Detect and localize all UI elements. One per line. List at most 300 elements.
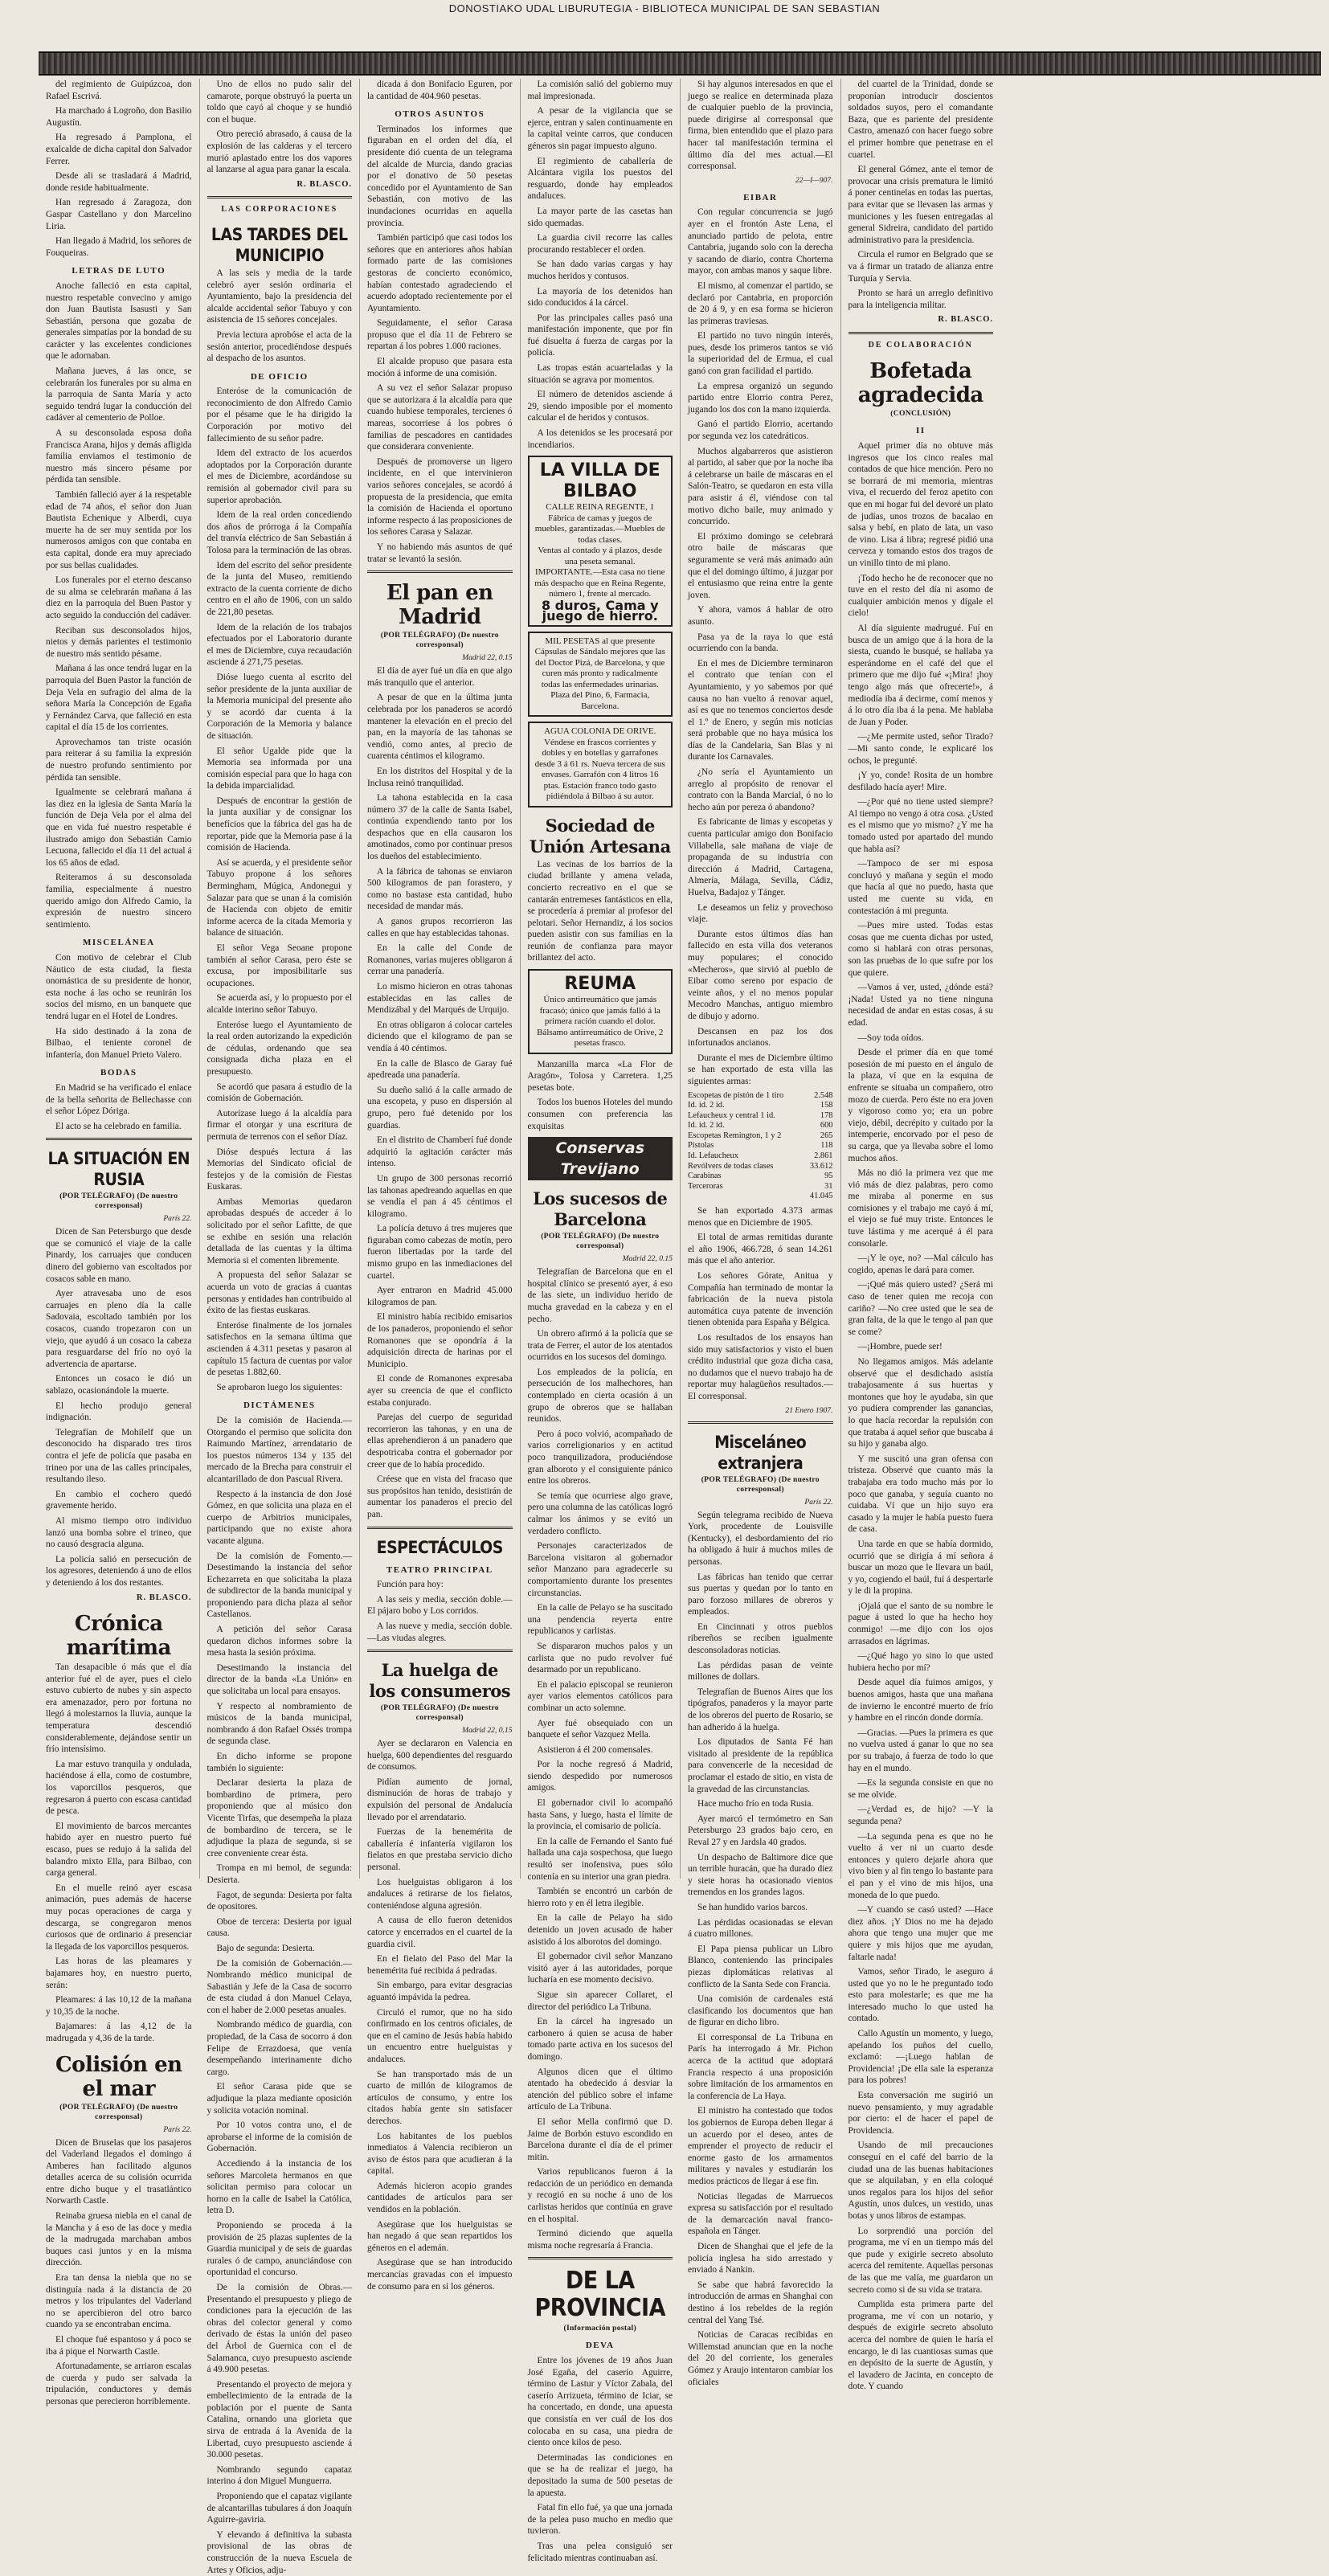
paragraph: —Soy toda oídos. xyxy=(857,1032,924,1043)
paragraph: Se han transportado más de un cuarto de millón de kilogramos de artículos de consumo, y entre los citados había gente sin satisfacer derechos. xyxy=(367,2069,513,2126)
paragraph: Idem del escrito del señor presidente de la junta del Museo, remitiendo extracto de la cuenta corriente de dicho centro en el año de 1906, con un saldo de 221,80 pesetas. xyxy=(207,560,352,617)
paragraph: Y elevando á definitiva la subasta provisional de las obras de construcción de la nueva Escuela de Artes y Oficios, adju- xyxy=(207,2529,352,2575)
paragraph: En el muelle reinó ayer escasa animación, pues además de hacerse muy pocas operaciones de carga y descarga, se congregaron menos curiosos que de ordinario á presenciar la llegada de los vaporcillos pesqueros. xyxy=(46,1883,192,1952)
paragraph: A las seis y media de la tarde celebró ayer sesión ordinaria el Ayuntamiento, bajo la presidencia del alcalde accidental señor Tabuyo y con asistencia de 15 señores concejales. xyxy=(207,268,352,325)
paragraph: Las pérdidas ocasionadas se elevan á cuatro millones. xyxy=(688,1917,833,1940)
paragraph: El ministro ha contestado que todos los gobiernos de Europa deben llegar á un acuerdo por el deseo, antes de emprender el proyecto de reducir el enorme gasto de los armamentos militares y navales y estudiarán los medios prácticos de llegar á ese fin. xyxy=(688,2106,833,2186)
paragraph: —¿Verdad es, de hijo? —Y la segunda pena? xyxy=(848,1805,993,1826)
table-total-row xyxy=(688,1192,833,1202)
headline-pan-madrid: El pan en Madrid xyxy=(386,581,493,630)
table-cell-label: Terceroras xyxy=(688,1181,723,1191)
paragraph: El señor Carasa pide que se adjudique la plaza mediante oposición y solicita votación nominal. xyxy=(207,2082,352,2116)
headline-sucesos-barcelona: Los sucesos de Barcelona xyxy=(533,1188,668,1230)
dateline: 22—I—907. xyxy=(795,175,833,185)
paragraph: El señor Vega Seoane propone también al señor Carasa, pero éste se excusa, por imposibilitarle sus ocupaciones. xyxy=(207,943,352,988)
paragraph: Por las principales calles pasó una manifestación imponente, que por fin fué disuelta á fuerza de cargas por la policía. xyxy=(527,313,673,358)
table-cell-label: Id. Lefaucheux xyxy=(688,1151,738,1161)
dateline: París 22. xyxy=(163,1214,192,1224)
paragraph: También se encontró un carbón de hierro roto y en él letra ilegible. xyxy=(527,1887,673,1908)
paragraph: Parejas del cuerpo de seguridad recorrieron las tahonas, y en una de ellas aprehendieron á un panadero que despotricaba contra el gobernador por creer que de lo había procedido. xyxy=(367,1413,513,1470)
paragraph: Asistieron á él 200 comensales. xyxy=(537,1744,653,1755)
paragraph: A propuesta del señor Salazar se acuerda un voto de gracias á cuantas personas y entidades han contribuido al éxito de las fiestas euskaras. xyxy=(207,1270,352,1316)
place-heading-deva: DEVA xyxy=(585,2341,615,2351)
paragraph: Se han dado varias cargas y hay muchos heridos y contusos. xyxy=(527,260,673,281)
paragraph: A las nueve y media, sección doble.—Las viudas alegres. xyxy=(367,1621,513,1643)
table-cell-value: 158 xyxy=(820,1101,833,1110)
paragraph: Hace mucho frío en toda Rusia. xyxy=(697,1799,814,1809)
ad-body: AGUA COLONIA DE ORIVE. Véndese en frascos corrientes y dobles y en botellas y garrafones desde 3 á 61 rs. Nueva tercera de sus envases. Garrafón con 4 litros 16 ptas. Estación franco todo gasto pidiéndola á Bilbao á su autor. xyxy=(534,726,665,802)
archive-header: DONOSTIAKO UDAL LIBURUTEGIA - BIBLIOTECA MUNICIPAL DE SAN SEBASTIAN xyxy=(448,2,881,14)
paragraph: Oboe de tercera: Desierta por igual causa. xyxy=(207,1916,352,1939)
paragraph: Lo mismo hicieron en otras tahonas establecidas en las calles de Mendizábal y del Marqués de Urquijo. xyxy=(367,982,513,1016)
paragraph: Enteróse luego el Ayuntamiento de la real orden autorizando la expedición de cédulas, ordenando que sea consignada dicha plaza en el presupuesto. xyxy=(207,1020,352,1077)
paragraph: Ayer marcó el termómetro en San Petersburgo 23 grados bajo cero, en Reval 27 y en Jardsla 40 grados. xyxy=(688,1813,833,1847)
paragraph: En la cárcel ha ingresado un carbonero á quien se acusa de haber tomado parte activa en los sucesos del domingo. xyxy=(527,2017,673,2062)
paragraph: El señor Mella confirmó que D. Jaime de Borbón estuvo escondido en Barcelona durante el día de el primer mitin. xyxy=(527,2116,673,2162)
paragraph: Asegúrase que los huelguistas se han negado á que sean repartidos los géneros en el ademán. xyxy=(367,2219,513,2253)
table-cell-value: 600 xyxy=(820,1121,833,1131)
paragraph: A ganos grupos recorrieron las calles en que hay establecidas tahonas. xyxy=(367,917,513,938)
signature: R. BLASCO. xyxy=(136,1593,192,1602)
paragraph: Noticias llegadas de Marruecos expresa su satisfacción por el resultado de la demarcación naval franco-española en Tánger. xyxy=(688,2191,833,2237)
paragraph: Anoche falleció en esta capital, nuestro respetable convecino y amigo don Juan Bautista Isasusti y San Sebastián, persona que gozaba de generales simpatías por la bondad de su carácter y las excelentes condiciones que le adornaban. xyxy=(46,280,192,362)
paragraph: El total de armas remitidas durante el año 1906, 466.728, ó sean 14.261 más que el año anterior. xyxy=(688,1233,833,1266)
ad-sales: Ventas al contado y á plazos, desde una peseta semanal. xyxy=(538,546,663,566)
table-cell-label: Id. id. 2 id. xyxy=(688,1121,725,1131)
paragraph: Después de promoverse un ligero incidente, en el que intervinieron varios señores concejales, se acordó á propuesta de la presidencia, que emita la comisión de Hacienda el oportuno informe respecto á las proposiciones de los señores Carasa y Salazar. xyxy=(367,456,513,538)
paragraph: Se temía que ocurriese algo grave, pero una columna de las católicas logró calmar los ánimos y se evitó un verdadero conflicto. xyxy=(527,1490,673,1536)
paragraph: Circuló el rumor, que no ha sido confirmado en los centros oficiales, de que en el camino de Jesús había habido un encuentro entre huelguistas y andaluces. xyxy=(367,2007,513,2064)
paragraph: Se han exportado 4.373 armas menos que en Diciembre de 1905. xyxy=(688,1206,833,1228)
paragraph: El ministro había recibido emisarios de los panaderos, proponiendo el señor Romanones que se opondría á la adquisición directa de harinas por el Municipio. xyxy=(367,1312,513,1369)
column-2 xyxy=(199,79,360,2575)
paragraph: —Tampoco de ser mi esposa concluyó y mañana y según el modo que hacía al que no puedo, hasta que usted me cuente su vida, en contestación á mi pregunta. xyxy=(848,859,993,916)
paragraph: —¿Qué hago yo sino lo que usted hubiera hecho por mí? xyxy=(848,1651,993,1673)
paragraph: Y me suscitó una gran ofensa con tristeza. Observé que cuanto más la trabajaba era todo mucho más por lo poco que ganaba, y seguía cuanto no cuidaba. Ví que un hijo suyo era casado y la mujer le había puesto fuera de casa. xyxy=(848,1454,993,1535)
paragraph: Las vecinas de los barrios de la ciudad brillante y amena velada, concierto recreativo en el que se cantarán entremeses fantásticos en ella, se procedería á premiar al profesor del pelotari. Señor Hernandiz, á los socios pueden asistir con sus familias en la reunión de confianza para mayor brillantez del acto. xyxy=(527,859,673,963)
paragraph: Dicen de Shanghai que el jefe de la policía inglesa ha sido arrestado y enviado á Nankin. xyxy=(688,2241,833,2275)
column-1 xyxy=(39,79,199,2406)
byline: (POR TELÉGRAFO) (De nuestro corresponsal) xyxy=(59,2102,178,2121)
advertisement-agua-colonia xyxy=(528,722,673,808)
table-cell-value: 2.548 xyxy=(814,1090,833,1100)
advertisement-villa-bilbao xyxy=(528,456,673,627)
divider xyxy=(46,1138,192,1140)
paragraph: Su dueño salió á la calle armado de una escopeta, y puso en dispersión al grupo, pero fué detenido por los guardias. xyxy=(367,1085,513,1131)
paragraph: Esta conversación me sugirió un nuevo pensamiento, y muy agradable por cierto: el de hacer el papel de Providencia. xyxy=(848,2091,993,2136)
paragraph: Los señores Górate, Anitua y Compañía han terminado de montar la fabricación de la nueva pistola automática cuya patente de invención tienen obtenida para España y Bélgica. xyxy=(688,1271,833,1328)
paragraph: Callo Agustín un momento, y luego, apelando los puños del cuello, exclamó: —¡Luego hablan de Providencia! ¡De ella sale la esperanza para los pobres! xyxy=(848,2029,993,2086)
paragraph: Proponiendo que el capataz vigilante de alcantarillas tubulares á don Joaquín Aguirre-gaviria. xyxy=(207,2492,352,2525)
table-cell-label: Id. id. 2 id. xyxy=(688,1101,725,1110)
paragraph: El regimiento de caballería de Alcántara vigila los puestos del resguardo, donde hay empleados andaluces. xyxy=(527,156,673,202)
masthead-ornament-rule xyxy=(39,51,1321,76)
paragraph: El conde de Romanones expresaba ayer su creencia de que el conflicto estaba conjurado. xyxy=(367,1374,513,1408)
paragraph: Y respecto al nombramiento de músicos de la banda municipal, nombrando á don Rafael Ossés trompa de segunda clase. xyxy=(207,1701,352,1747)
paragraph: Los huelguistas obligaron á los andaluces á retirarse de los fielatos, conteniéndose alguna agresión. xyxy=(367,1877,513,1911)
headline-colision: Colisión en el mar xyxy=(55,2052,182,2101)
headline-rusia: LA SITUACIÓN EN RUSIA xyxy=(47,1149,190,1190)
column-6 xyxy=(840,79,1001,2392)
paragraph: La guardia civil recorre las calles procurando restablecer el orden. xyxy=(527,233,673,255)
paragraph: Vamos, señor Tirado, le aseguro á usted que yo no le he preguntado todo esto para molestarle; es que me ha interesado mucho lo que usted ha contado. xyxy=(848,1967,993,2024)
paragraph: En la calle de Blasco de Garay fué apedreada una panadería. xyxy=(367,1058,513,1081)
paragraph: A pesar de la vigilancia que se ejerce, entran y salen continuamente en la capital veinte carros, que conducen géneros sin pagar impuesto alguno. xyxy=(527,106,673,151)
byline: (POR TELÉGRAFO) (De nuestro corresponsal) xyxy=(59,1192,178,1211)
table-row xyxy=(688,1162,833,1172)
paragraph: Los diputados de Santa Fé han visitado al presidente de la república para convencerle de la necesidad de proclamar el estado de sitio, en vista de la gravedad de las circunstancias. xyxy=(688,1737,833,1794)
paragraph: La policía detuvo á tres mujeres que figuraban como cabezas de motín, pero fueron libertadas por la tarde del mismo grupo en las inmediaciones del cuartel. xyxy=(367,1224,513,1281)
paragraph: Ayer fué obsequiado con un banquete el señor Vazquez Mella. xyxy=(527,1718,673,1740)
paragraph: —Gracias. —Pues la primera es que no vuelva usted á ganar lo que no sea por su trabajo, á fuerza de todo lo que hay en el mundo. xyxy=(848,1728,993,1773)
paragraph: —¡Hombre, puede ser! xyxy=(857,1342,943,1352)
headline-miscelanea-extranjera: Misceláneo extranjera xyxy=(714,1432,807,1473)
paragraph: El choque fué espantoso y á poco se iba á pique el Norwarth Castle. xyxy=(46,2335,192,2357)
subheading: DICTÁMENES xyxy=(243,1400,316,1411)
paragraph: Algunos dicen que el último atentado ha obedecido á desviar la atención del público sobre el infame artículo de La Tribuna. xyxy=(527,2067,673,2112)
paragraph: Desde el primer día en que tomé posesión de mi puesto en el ángulo de la plaza, ví que en la esquina de enfrente se situaba un compañero, otro mozo de cuerda. Pero éste no era joven y vigoroso como yo; era un pobre viejo, débil, decrépito y cuitado por la intemperie, encorvado por el peso de su carga, que ya llevaba sobre el lomo muchos años. xyxy=(848,1048,993,1163)
paragraph: Durante estos últimos días han fallecido en esta villa dos veteranos muy populares; el conocido «Mecheros», que sirvió al pueblo de Eibar como sereno por espacio de veinte años, y el no menos popular Mecodro Manchas, antiguo miembro de dibujo y adorno. xyxy=(688,929,833,1021)
table-row xyxy=(688,1151,833,1162)
paragraph: Dióse luego cuenta al escrito del señor presidente de la junta auxiliar de la Memoria municipal del presente año y se acordó dar cuenta á la Corporación de la Memoria y balance de situación. xyxy=(207,672,352,741)
paragraph: Circula el rumor en Belgrado que se va á firmar un tratado de alianza entre Turquía y Servia. xyxy=(848,250,993,284)
paragraph: Terminó diciendo que aquella misma noche regresaría á Francia. xyxy=(527,2229,673,2251)
paragraph: Telegrafían de Mohilelf que un desconocido ha disparado tres tiros contra el jefe de policía que pasaba en trineo por una de las calles principales, resultando ileso. xyxy=(46,1427,192,1485)
byline: (POR TELÉGRAFO) (De nuestro corresponsal) xyxy=(701,1474,820,1494)
byline: (POR TELÉGRAFO) (De nuestro corresponsal) xyxy=(541,1232,660,1251)
paragraph: —¡Y le oye, no? —Mal cálculo has cogido, apenas le dará para comer. xyxy=(848,1253,993,1275)
paragraph: Se sabe que habrá favorecido la introducción de armas en Shanghai con destino á los rebeldes de la región central del Yang Tsé. xyxy=(688,2280,833,2325)
paragraph: Reinaba gruesa niebla en el canal de la Mancha y á eso de las doce y media de la madrugada marchaban ambos buques casi juntos y en la misma dirección. xyxy=(46,2211,192,2268)
arms-export-table xyxy=(688,1091,833,1203)
paragraph: No llegamos amigos. Más adelante observé que el desdichado asistía trabajosamente á sus huertas y montones que hoy le ayudaba, sin que yo pudiera comprender las ganancias, lo que hacía recordar la repulsión con que trataba á aquel señor que buscaba á su hijo y ganaba algo. xyxy=(848,1357,993,1450)
dateline: 21 Enero 1907. xyxy=(785,1405,833,1415)
paragraph: —Pues mire usted. Todas estas cosas que me cuenta dichas por usted, como si hablará con otras personas, son las pruebas de lo que sufre por los que quiere. xyxy=(848,921,993,978)
ad-title: REUMA xyxy=(564,974,636,995)
paragraph: Se aprobaron luego los siguientes: xyxy=(216,1382,342,1392)
paragraph: Sin embargo, para evitar desgracias aguantó impávida la pedrea. xyxy=(367,1981,513,2002)
table-cell-label: Carabinas xyxy=(688,1171,722,1181)
paragraph: En cambio el cochero quedó gravemente herido. xyxy=(46,1489,192,1511)
paragraph: Seguidamente, el señor Carasa propuso que el día 11 de Febrero se repartan á los pobres 1.000 raciones. xyxy=(367,318,513,352)
paragraph: El hecho produjo general indignación. xyxy=(46,1400,192,1423)
paragraph: Idem de la real orden concediendo dos años de prórroga á la Compañía del tranvía eléctrico de San Sebastián á Tolosa para la terminación de las obras. xyxy=(207,510,352,555)
table-row xyxy=(688,1141,833,1151)
paragraph: Cumplida esta primera parte del programa, me ví con un notario, y después de exigirle secreto absoluto acerca del nombre de quien le haría el encargo, le di las cuantiosas sumas que en depósito de la suerte de Agustín, y el lavadero de Jacinta, en concepto de dote. Y cuando xyxy=(848,2300,993,2392)
article-columns xyxy=(39,79,1321,2575)
paragraph: Dióse después lectura á las Memorias del Sindicato oficial de festejos y de la comisión de Fiestas Euskaras. xyxy=(207,1147,352,1192)
paragraph: ¿No sería el Ayuntamiento un arreglo al propósito de renovar el contrato con la Banda Marcial, ó no lo hecho aún por pereza ó abandono? xyxy=(688,767,833,812)
subheading: DE OFICIO xyxy=(250,371,309,382)
paragraph: También participó que casi todos los señores que en anteriores años habían formado parte de las comisiones gestoras de concierto económico, habían contestado agradeciendo el acuerdo adoptado recientemente por el Ayuntamiento. xyxy=(367,233,513,313)
paragraph: Era tan densa la niebla que no se distinguía nada á la distancia de 20 metros y los tripulantes del Vaderland no se apercibieron del otro barco cuando ya se encontraban encima. xyxy=(46,2273,192,2330)
banner-conservas: Conservas Trevijano xyxy=(528,1137,673,1180)
table-cell-value: 178 xyxy=(820,1110,833,1120)
paragraph: Según telegrama recibido de Nueva York, procedente de Louisville (Kentucky), el desbordamiento del río ha obligado á huir á muchos miles de personas. xyxy=(688,1510,833,1567)
paragraph: El próximo domingo se celebrará otro baile de máscaras que seguramente se verá más animado aún que el del domingo último, á juzgar por el entusiasmo que reina entre la gente joven. xyxy=(688,531,833,600)
paragraph: En la calle de Fernando el Santo fué hallada una caja sospechosa, que luego resultó ser inofensiva, pues sólo contenía en su interior una gran piedra. xyxy=(527,1836,673,1882)
paragraph: El general Gómez, ante el temor de provocar una crisis prematura le limitó á poner centinelas en todas las puertas, para evitar que se llevasen las armas y municiones y les fuesen entregadas al general Sidreira, candidato del partido administrativo para la presidencia. xyxy=(848,165,993,245)
section-heading-miscelanea: MISCELÁNEA xyxy=(82,938,155,948)
paragraph: —Vamos á ver, usted, ¿dónde está? ¡Nada! Usted ya no tiene ninguna necesidad de andar en estas cosas, á su edad. xyxy=(848,983,993,1028)
paragraph: Bajo de segunda: Desierta. xyxy=(216,1943,315,1953)
paragraph: Si hay algunos interesados en que el juego se realice en determinada plaza de cualquier pueblo de la provincia, puede dirigirse al corresponsal que firma, bien entendido que el plazo para hacer tal manifestación termina el último día del mes actual.—El corresponsal. xyxy=(688,80,833,172)
paragraph: Dicen de Bruselas que los pasajeros del Vaderland llegados el domingo á Amberes han facilitado algunos detalles acerca de su colisión ocurrida entre dicho buque y el trasatlántico Norwarth Castle. xyxy=(46,2137,192,2206)
paragraph: Muchos algabarreros que asistieron al partido, al saber que por la noche iba á celebrarse un baile de máscaras en el Salón-Teatro, se quedaron en esta villa para asistir á él, viéndose con tal motivo dicho baile, muy animado y concurrido. xyxy=(688,446,833,527)
table-cell-label: Escopetas de pistón de 1 tiro xyxy=(688,1090,784,1100)
divider xyxy=(367,1650,513,1652)
paragraph: Un obrero afirmó á la policía que se trata de Ferrer, el autor de los atentados ocurridos en los sucesos del domingo. xyxy=(527,1329,673,1363)
paragraph: De la comisión de Hacienda.—Otorgando el permiso que solicita don Raimundo Martínez, arrendatario de los puestos números 134 y 135 del mercado de la Brecha para construir el alcantarillado de don Pascual Rivera. xyxy=(207,1415,352,1484)
paragraph: Ayer atravesaba uno de esos carruajes en pleno día la calle Sadovaia, escoltado también por los cosacos, cuando tropezaron con un viejo, que ayudó á un cosaco la cabeza para resguardarse del frío no oyó la advertencia de apartarse. xyxy=(46,1289,192,1369)
paragraph: El partido no tuvo ningún interés, pues, desde los primeros tantos se vió la superioridad del de Ermua, el cual ganó con gran facilidad el partido. xyxy=(688,331,833,377)
paragraph: Es fabricante de limas y escopetas y cuenta particular amigo don Bonifacio Villabella, sale mañana de viaje de propaganda de su industria con dirección á Madrid, Cartagena, Almería, Málaga, Sevilla, Cádiz, Huelva, Badajoz y Tánger. xyxy=(688,817,833,898)
ad-body: Fábrica de camas y juegos de muebles, garantizadas.—Muebles de todas clases. xyxy=(534,513,665,545)
paragraph: El número de detenidos asciende á 29, siendo imposible por el momento calcular el de heridos y contusos. xyxy=(527,390,673,423)
paragraph: Se han hundido varios barcos. xyxy=(697,1902,808,1912)
paragraph: Terminados los informes que figuraban en el orden del día, el presidente dió cuenta de un telegrama del alcalde de Murcia, dando gracias por el donativo de 50 pesetas concedido por el Ayuntamiento de San Sebastián, con motivo de las inundaciones ocurridas en aquella provincia. xyxy=(367,124,513,228)
paragraph: —Y cuando se casó usted? —Hace diez años. ¡Y Dios no me ha dejado ahora que tengo una mujer que me quiere y mis hijos que me ayudan, faltarle nada! xyxy=(848,1905,993,1962)
paragraph: A pesar de que en la última junta celebrada por los panaderos se acordó mantener la elevación en el precio del pan, en la mayoría de las tahonas se vendió, como antes, al precio de cuarenta céntimos el kilogramo. xyxy=(367,693,513,762)
divider xyxy=(367,1527,513,1529)
paragraph: De la comisión de Fomento.—Desestimando la instancia del señor Echezarreta en que solicitaba la plaza de subdirector de la banda municipal y proponiendo para dicha plaza al señor Castellanos. xyxy=(207,1551,352,1620)
paragraph: Declarar desierta la plaza de bombardino de primera, pero proponiendo que al músico don Vicente Tirfas, que desempeña la plaza de bombardino de tercera, se le adjudique la plaza de segunda, si se cree conveniente crear ésta. xyxy=(207,1778,352,1858)
table-row xyxy=(688,1131,833,1142)
paragraph: —¡Qué más quiero usted? ¿Será mi caso de tener quien me recoja con cariño? —No cree usted que le sea de gran falta, de la que le tengo al pan que se come? xyxy=(848,1280,993,1337)
paragraph: Una comisión de cardenales está clasificando los documentos que han de figurar en dicho libro. xyxy=(688,1994,833,2028)
paragraph: El Papa piensa publicar un Libro Blanco, conteniendo las principales piezas diplomáticas relativas al conflicto de la Santa Sede con Francia. xyxy=(688,1944,833,1989)
paragraph: En la calle del Conde de Romanones, varias mujeres obligaron á cerrar una panadería. xyxy=(367,943,513,977)
paragraph: Aprovechamos tan triste ocasión para reiterar á su familia la expresión de nuestro profundo sentimiento por pérdida tan sensible. xyxy=(46,737,192,783)
paragraph: Se acuerda así, y lo propuesto por el alcalde interino señor Tabuyo. xyxy=(207,993,352,1015)
paragraph: En la calle de Pelayo ha sido detenido un joven acusado de haber asistido á los alborotos del domingo. xyxy=(527,1913,673,1947)
paragraph: Más no dió la primera vez que me vió más de diez palabras, pero como me miraba al ponerme en sus comisiones y el trabajo me cayó á mí, el viejo se fué muy triste. Entonces le tuve lástima y me acerqué á él para consolarle. xyxy=(848,1168,993,1249)
table-row xyxy=(688,1111,833,1122)
table-cell-value: 95 xyxy=(824,1171,833,1181)
paragraph: Nombrando segundo capataz interino á don Miguel Munguerra. xyxy=(207,2464,352,2487)
dateline: París 22. xyxy=(163,2124,192,2134)
byline: (POR TELÉGRAFO) (De nuestro corresponsal) xyxy=(380,631,499,650)
paragraph: Accediendo á la instancia de los señores Marcoleta hermanos en que solicitan permiso para colocar un horno en la calle de Isabel la Católica, letra D. xyxy=(207,2159,352,2216)
headline-huelga-consumeros: La huelga de los consumeros xyxy=(369,1660,511,1702)
section-tag: DE COLABORACIÓN xyxy=(868,340,973,350)
paragraph: Fatal fin ello fué, ya que una jornada de la pelea puso mucho en medio que tuvieron. xyxy=(527,2503,673,2537)
headline-espectaculos: ESPECTÁCULOS xyxy=(376,1537,503,1557)
paragraph: Le deseamos un feliz y provechoso viaje. xyxy=(688,902,833,925)
paragraph: Desestimando la instancia del director de la banda «La Unión» en que solicitaba un local para ensayos. xyxy=(207,1662,352,1697)
paragraph: Asegúrase que se han introducido mercancías gravadas con el impuesto de consumo para en sí los géneros. xyxy=(367,2258,513,2292)
paragraph: Afortunadamente, se arriaron escalas de cuerda y pudo ser salvada la tripulación, conductores y demás personas que perecieron horriblemente. xyxy=(46,2361,192,2406)
paragraph: Las fábricas han tenido que cerrar sus puertas y quedan por lo tanto en paro forzoso millares de obreros y empleados. xyxy=(688,1572,833,1617)
paragraph: Con regular concurrencia se jugó ayer en el frontón Aste Lena, el anunciado partido de pelota, entre Cantabria, jugando solo con la derecha y sacando de diario, contra Chorterna mayor, con ambas manos y saque libre. xyxy=(688,207,833,276)
paragraph: Uno de ellos no pudo salir del camarote, porque obstruyó la puerta un toldo que cayó al choque y se hundió con el buque. xyxy=(207,80,352,125)
paragraph: dicada á don Bonifacio Eguren, por la cantidad de 404.960 pesetas. xyxy=(367,80,513,101)
table-cell-value: 2.861 xyxy=(814,1151,833,1161)
table-cell-value: 31 xyxy=(824,1181,833,1191)
paragraph: ¡Y yo, conde! Rosita de un hombre desfilado hacía ayer! Mire. xyxy=(848,771,993,792)
ad-address: Plaza del Pino, 6, Farmacia, Barcelona. xyxy=(550,690,650,711)
table-row xyxy=(688,1091,833,1102)
paragraph: En dicho informe se propone también lo siguiente: xyxy=(207,1752,352,1773)
paragraph: del cuartel de la Trinidad, donde se proponían introducir doscientos soldados suyos, pero el comandante Baza, que es pariente del presidente Castro, amenazó con hacer fuego sobre el primer hombre que penetrase en el cuartel. xyxy=(848,80,993,160)
table-row xyxy=(688,1171,833,1182)
paragraph: Una tarde en que se había dormido, ocurrió que se dirigía á mí señora á buscar un mozo que le llevara un baúl, y yo, cogiendo el baúl, fuí á despertarle y le di la propina. xyxy=(848,1539,993,1597)
section-heading-bodas: BODAS xyxy=(100,1068,137,1078)
paragraph: Un despacho de Baltimore dice que un terrible huracán, que ha durado diez y siete horas ha ocasionado vientos tremendos en los grandes lagos. xyxy=(688,1852,833,1898)
table-cell-label: Pistolas xyxy=(688,1141,714,1151)
table-cell-label: Revólvers de todas clases xyxy=(688,1161,774,1171)
paragraph: Se acordó que pasara á estudio de la comisión de Gobernación. xyxy=(207,1082,352,1104)
paragraph: Con motivo de celebrar el Club Náutico de esta ciudad, la fiesta onomástica de su presidente de honor, esta noche á las ocho se reunirán los socios del mismo, en un banquete que tendrá lugar en el Hotel de Londres. xyxy=(46,952,192,1021)
paragraph: Después de encontrar la gestión de la junta auxiliar y de consignar los benefícios que la fábrica del gas ha de reportar, pide que la Memoria pase á la comisión de Hacienda. xyxy=(207,795,352,853)
paragraph: La comisión salió del gobierno muy mal impresionada. xyxy=(527,80,673,101)
table-total: 41.045 xyxy=(809,1192,833,1201)
byline: (CONCLUSIÓN) xyxy=(890,409,951,419)
paragraph: Descansen en paz los dos infortunados ancianos. xyxy=(688,1026,833,1049)
paragraph: La mar estuvo tranquila y ondulada, haciéndose á ella, como de costumbre, los vaporcillos pesqueros, que regresaron á puerto con escasa cantidad de pesca. xyxy=(46,1759,192,1817)
paragraph: Determinadas las condiciones en que se ha de realizar el juego, ha depositado la suma de 500 pesetas de la apuesta. xyxy=(527,2452,673,2498)
paragraph: A las seis y media, sección doble.—El pájaro bobo y Los corridos. xyxy=(367,1594,513,1617)
table-row xyxy=(688,1121,833,1131)
paragraph: A su desconsolada esposa doña Francisca Arana, hijos y demás afligida familia enviamos el testimonio de nuestro más sincero pésame por pérdida tan sensible. xyxy=(46,428,192,485)
headline-de-la-provincia: DE LA PROVINCIA xyxy=(534,2267,665,2323)
paragraph: Función para hoy: xyxy=(377,1580,444,1590)
paragraph: ¡Todo hecho he de reconocer que no tuve en el resto del día ni asomo de cualquier ambición menos y dígale el cielo! xyxy=(848,573,993,619)
paragraph: En el palacio episcopal se reunieron ayer varios elementos católicos para combinar un acto solemne. xyxy=(527,1679,673,1713)
paragraph: Mañana á las once tendrá lugar en la parroquia del Buen Pastor la función de Deja Vela en sufragio del alma de la señora María la Concepción de Egaña y Fernández Carva, que falleció en esta capital el día 15 de los corrientes. xyxy=(46,664,192,733)
table-cell-value: 33.612 xyxy=(809,1161,833,1171)
chapter-number: II xyxy=(915,426,926,436)
paragraph: En la calle de Pelayo se ha suscitado una pendencia reyerta entre republicanos y carlistas. xyxy=(527,1603,673,1637)
dateline: Madrid 22, 0.15 xyxy=(462,653,513,663)
paragraph: Lo sorprendió una porción del programa, me ví en un tiempo más del que pude y exigirle secreto absoluto acerca del remitente. Aquellas personas de las que me valía, me guardaron un secreto como si de su vida se tratara. xyxy=(848,2226,993,2295)
paragraph: Autorízase luego á la alcaldía para firmar el otorgar y una escritura de permuta de terrenos con el señor Díaz. xyxy=(207,1108,352,1142)
headline-sociedad-artesana: Sociedad de Unión Artesana xyxy=(529,815,671,857)
table-cell-value: 118 xyxy=(820,1141,833,1151)
column-3 xyxy=(359,79,520,2292)
paragraph: Nombrando médico de guardia, con propiedad, de la Casa de socorro á don Felipe de Errazdoesa, que venía desempeñando interinamente dicho cargo. xyxy=(207,2020,352,2077)
paragraph: Los resultados de los ensayos han sido muy satisfactorios y visto el buen crédito industrial que goza dicha casa, no dudamos que el nuevo trabajo ha de reportar muy halagüeños resultados.—El corresponsal. xyxy=(688,1332,833,1401)
paragraph: A la fábrica de tahonas se enviaron 500 kilogramos de pan forastero, y como no bastase esta cantidad, hubo necesidad de mandar más. xyxy=(367,866,513,912)
paragraph: Noticias de Caracas recibidas en Willemstad anuncian que en la noche del 20 del corriente, los generales Gómez y Araujo intentaron cambiar los oficiales xyxy=(688,2330,833,2387)
paragraph: La empresa organizó un segundo partido entre Elorrio contra Perez, jugando los dos con la mano izquierda. xyxy=(688,381,833,415)
section-tag: LAS CORPORACIONES xyxy=(221,205,338,215)
table-cell-label: Lefaucheux y central 1 id. xyxy=(688,1110,775,1120)
paragraph: ¡Ojalá que el santo de su nombre le pague á usted lo que ha hecho hoy conmigo! —me dijo con los ojos arrasados en lágrimas. xyxy=(848,1601,993,1646)
section-heading-luto: LETRAS DE LUTO xyxy=(72,266,166,276)
paragraph: Aquel primer día no obtuve más ingresos que los cinco reales mal contados de que hice mención. Pero no se borrará de mi memoria, mientras viva, el recuerdo del feroz apetito con que en mi hogar fui del devoré un plato de judías, unos trozos de bacalao en salsa y bebí, en plato de lata, un vaso de vino. Lisa á libra; regresé pidió una cerveza y tomando estos dos tragos de un vinillo tinto de mi plano. xyxy=(848,441,993,568)
dateline: París 22. xyxy=(804,1497,833,1507)
paragraph: Enteróse de la comunicación de reconocimiento de don Alfredo Camio por el pésame que le ha dirigido la Corporación por motivo del fallecimiento de su señor padre. xyxy=(207,386,352,444)
column-5 xyxy=(680,79,840,2387)
paragraph: En el distrito de Chamberí fué donde adquirió la agitación carácter más intenso. xyxy=(367,1135,513,1169)
dateline: Madrid 22, 0.15 xyxy=(462,1726,513,1736)
headline-tardes-municipio: LAS TARDES DEL MUNICIPIO xyxy=(211,224,348,265)
paragraph: La policía salió en persecución de los agresores, deteniendo á uno de ellos y deteniendo á los dos restantes. xyxy=(46,1554,192,1588)
paragraph: Pleamares: á las 10,12 de la mañana y 10,35 de la noche. xyxy=(46,1995,192,2017)
paragraph: —¿Por qué no tiene usted siempre? Al tiempo no vengo á otra cosa. ¿Usted es el mismo que yo mismo? ¿Y me ha tomado usted por apartado del mundo que habla así? xyxy=(848,797,993,854)
paragraph: En los distritos del Hospital y de la Inclusa reinó tranquilidad. xyxy=(367,766,513,788)
paragraph: Ha regresado á Pamplona, el exalcalde de dicha capital don Salvador Ferrer. xyxy=(46,133,192,166)
table-row xyxy=(688,1182,833,1192)
paragraph: del regimiento de Guipúzcoa, don Rafael Escrivá. xyxy=(46,80,192,101)
paragraph: El gobernador civil lo acompañó hasta Sans, y luego, hasta el límite de la provincia, el comisario de policía. xyxy=(527,1798,673,1832)
paragraph: —Es la segunda consiste en que no se me olvide. xyxy=(848,1778,993,1800)
paragraph: Créese que en vista del fracaso que sus propósitos han tenido, desistirán de aumentar los panaderos el precio del pan. xyxy=(367,1474,513,1519)
paragraph: Ambas Memorias quedaron aprobadas después de acceder á lo solicitado por el señor Lafitte, de que se exhibe en sesión una relación detallada de las cuentas y la última Memoria si el comenten libremente. xyxy=(207,1196,352,1266)
paragraph: Usando de mil precauciones conseguí en el café del barrio de la ciudad una de las buenas habitaciones que se alquilaban, y en ella coloqué unos regalos para los hijos del señor Agustín, unos dulces, un vestido, unas botas y unos libros de estampas. xyxy=(848,2141,993,2221)
paragraph: Entonces un cosaco le dió un sablazo, ocasionándole la muerte. xyxy=(46,1374,192,1396)
paragraph: Respecto á la instancia de don José Gómez, en que solicita una plaza en el cuerpo de Arbitrios municipales, participando que no existe ahora vacante alguna. xyxy=(207,1489,352,1546)
paragraph: Presentando el proyecto de mejora y embellecimiento de la entrada de la población por el puente de Santa Catalina, ornando una glorieta que sirva de entrada á la Avenida de la Libertad, cuyo presupuesto asciende á 30.000 pesetas. xyxy=(207,2379,352,2460)
paragraph: Han llegado á Madrid, los señores de Fouqueiras. xyxy=(46,236,192,258)
ad-price: 8 duros, Cama y juego de hierro. xyxy=(541,597,659,624)
ad-note: IMPORTANTE.—Esta casa no tiene más despacho que en Reina Regente, número 1, frente al mercado. xyxy=(534,567,666,599)
paragraph: En Cincinnati y otros pueblos ribereños se reciben igualmente desconsoladoras noticias. xyxy=(688,1621,833,1656)
byline: (Información postal) xyxy=(563,2324,636,2333)
column-4 xyxy=(520,79,681,2563)
paragraph: De la comisión de Obras.—Presentando el presupuesto y pliego de condiciones para la ejecución de las obras del colector general y como derivado de éstas la unión del paseo del Árbol de Guernica con el de Salamanca, cuyo presupuesto asciende á 49.900 pesetas. xyxy=(207,2282,352,2375)
paragraph: Ha marchado á Logroño, don Basilio Augustín. xyxy=(46,106,192,128)
subheading: TEATRO PRINCIPAL xyxy=(386,1564,493,1575)
table-cell-label: Escopetas Remington, 1 y 2 xyxy=(688,1131,782,1140)
paragraph: Varios republicanos fueron á la redacción de un periódico en demanda y recogió en su noche á uno de los carlistas heridos que continúa en grave en el hospital. xyxy=(527,2167,673,2224)
paragraph: Las horas de las pleamares y bajamares hoy, en nuestro puerto, serán: xyxy=(46,1957,192,1990)
paragraph: Un grupo de 300 personas recorrió las tahonas apedreando aquellas en que se vendía el pan á 45 céntimos el kilogramo. xyxy=(367,1173,513,1219)
paragraph: Trompa en mi bemol, de segunda: Desierta. xyxy=(207,1863,352,1885)
table-cell-value: 265 xyxy=(820,1131,833,1140)
table-row xyxy=(688,1101,833,1111)
paragraph: El movimiento de barcos mercantes habido ayer en nuestro puerto fué escaso, pues se redujo á la salida del balandro mixto Ella, para Bilbao, con carga general. xyxy=(46,1821,192,1879)
paragraph: Al día siguiente madrugué. Fuí en busca de un amigo que á la hora de la siesta, cuando le busqué, se hallaba ya esperándome en el café del que el primero que me dijo fué «¡Mira! ¡hoy tengo algo más que ofrecerte!», á mediodía iba á decirme, comí menos y á lo otro día iba á la pena. Me hablaba de Juan y Poder. xyxy=(848,623,993,727)
ad-title: LA VILLA DE BILBAO xyxy=(539,460,660,502)
paragraph: Desde ali se trasladará á Madrid, donde reside habitualmente. xyxy=(46,171,192,193)
dateline: Madrid 22, 0.15 xyxy=(622,1254,673,1264)
paragraph: Telegrafían de Barcelona que en el hospital clínico se presentó ayer, á eso de las siete, un individuo herido de mucha gravedad en la cabeza y en el pecho. xyxy=(527,1267,673,1324)
paragraph: Los funerales por el eterno descanso de su alma se celebrarán mañana á las diez en la parroquia del Buen Pastor y acto seguido la conducción del cadáver. xyxy=(46,575,192,620)
paragraph: Por la noche regresó á Madrid, siendo despedido por numerosos amigos. xyxy=(527,1760,673,1793)
paragraph: Bajamares: á las 4,12 de la madrugada y 4,36 de la tarde. xyxy=(46,2022,192,2043)
paragraph: Proponiendo se proceda á la provisión de 25 plazas suplentes de la Guardia municipal y de seis de guardas rurales ó de campo, anunciándose con oportunidad el concurso. xyxy=(207,2220,352,2278)
paragraph: Pronto se hará un arreglo definitivo para la inteligencia militar. xyxy=(848,288,993,310)
paragraph: Ayer se declararon en Valencia en huelga, 600 dependientes del resguardo de consumos. xyxy=(367,1739,513,1773)
paragraph: El alcalde propuso que pasara esta moción á informe de una comisión. xyxy=(367,357,513,378)
paragraph: Se dispararon muchos palos y un carlista que no pudo revolver fué desarmado por un republicano. xyxy=(527,1641,673,1675)
paragraph: Reiteramos á su desconsolada familia, especialmente á nuestro querido amigo don Alfredo Camio, la expresión de nuestro sincero sentimiento. xyxy=(46,873,192,930)
paragraph: El señor Ugalde pide que la Memoria sea informada por una comisión especial para que lo haga con la debida imparcialidad. xyxy=(207,746,352,791)
headline-bofetada-agradecida: Bofetada agradecida xyxy=(857,359,983,408)
paragraph: Por 10 votos contra uno, el de aprobarse el informe de la comisión de Gobernación. xyxy=(207,2120,352,2154)
paragraph: Telegrafían de Buenos Aires que los tipógrafos, panaderos y la mayor parte de los obreros del puerto de Rosario, se han adherido á la huelga. xyxy=(688,1687,833,1732)
paragraph: Pero á poco volvió, acompañado de varios correligionarios y en actitud poco tranquilizadora, produciéndose gran alboroto y el consiguiente pánico entre los obreros. xyxy=(527,1429,673,1486)
paragraph: Todos los buenos Hoteles del mundo consumen con preferencia las exquisitas xyxy=(527,1098,673,1131)
divider xyxy=(849,332,994,334)
paragraph: El mismo, al comenzar el partido, se declaró por Cantabria, en proporción de 20 á 9, y en esa forma se hicieron las primeras traviesas. xyxy=(688,280,833,326)
paragraph: Manzanilla marca «La Flor de Aragón», Tolosa y Carretera. 1,25 pesetas bote. xyxy=(527,1059,673,1093)
ad-address: CALLE REINA REGENTE, 1 xyxy=(546,502,655,513)
paragraph: Personajes caracterizados de Barcelona visitaron al gobernador señor Manzano para agradecerle su comportamiento durante los presentes circunstancias. xyxy=(527,1541,673,1598)
paragraph: En el fielato del Paso del Mar la benemérita fué recibida á pedradas. xyxy=(367,1954,513,1976)
paragraph: Desde aquel día fuimos amigos, y buenos amigos, hasta que una mañana de invierno le encontré muerto de frío y hambre en el rincón donde dormía. xyxy=(848,1678,993,1723)
byline: (POR TELÉGRAFO) (De nuestro corresponsal) xyxy=(380,1703,499,1723)
paragraph: Ganó el partido Elorrio, acertando por segunda vez los catedráticos. xyxy=(688,419,833,442)
paragraph: A petición del señor Carasa quedaron dichos informes sobre la mesa hasta la sesión próxima. xyxy=(207,1625,352,1658)
divider xyxy=(367,570,513,573)
paragraph: Entre los jóvenes de 19 años Juan José Egaña, del caserío Aguirre, término de Lastur y Víctor Zabala, del caserío Arrizueta, término de Iciar, se ha concertado, en donde, una apuesta que consistía en ver cuál de los dos colocaba en su casa, una piedra de ciento once kilos de peso. xyxy=(527,2356,673,2448)
paragraph: Igualmente se celebrará mañana á las diez en la iglesia de Santa María la función de Deja Vela por el alma del que en vida fué nuestro respetable é ilustrado amigo don Sebastián Camio Lecuona, fallecido el día 11 del actual á los 65 años de edad. xyxy=(46,787,192,868)
paragraph: La tahona establecida en la casa número 37 de la calle de Santa Isabel, continúa expendiendo tanto por los despachos que en ella causaron los amotinados, como por continuar presos los dueños del establecimiento. xyxy=(367,793,513,862)
paragraph: Fuerzas de la benemérita de caballería é infantería vigilaron los fielatos en que prestaba servicio dicho personal. xyxy=(367,1827,513,1873)
